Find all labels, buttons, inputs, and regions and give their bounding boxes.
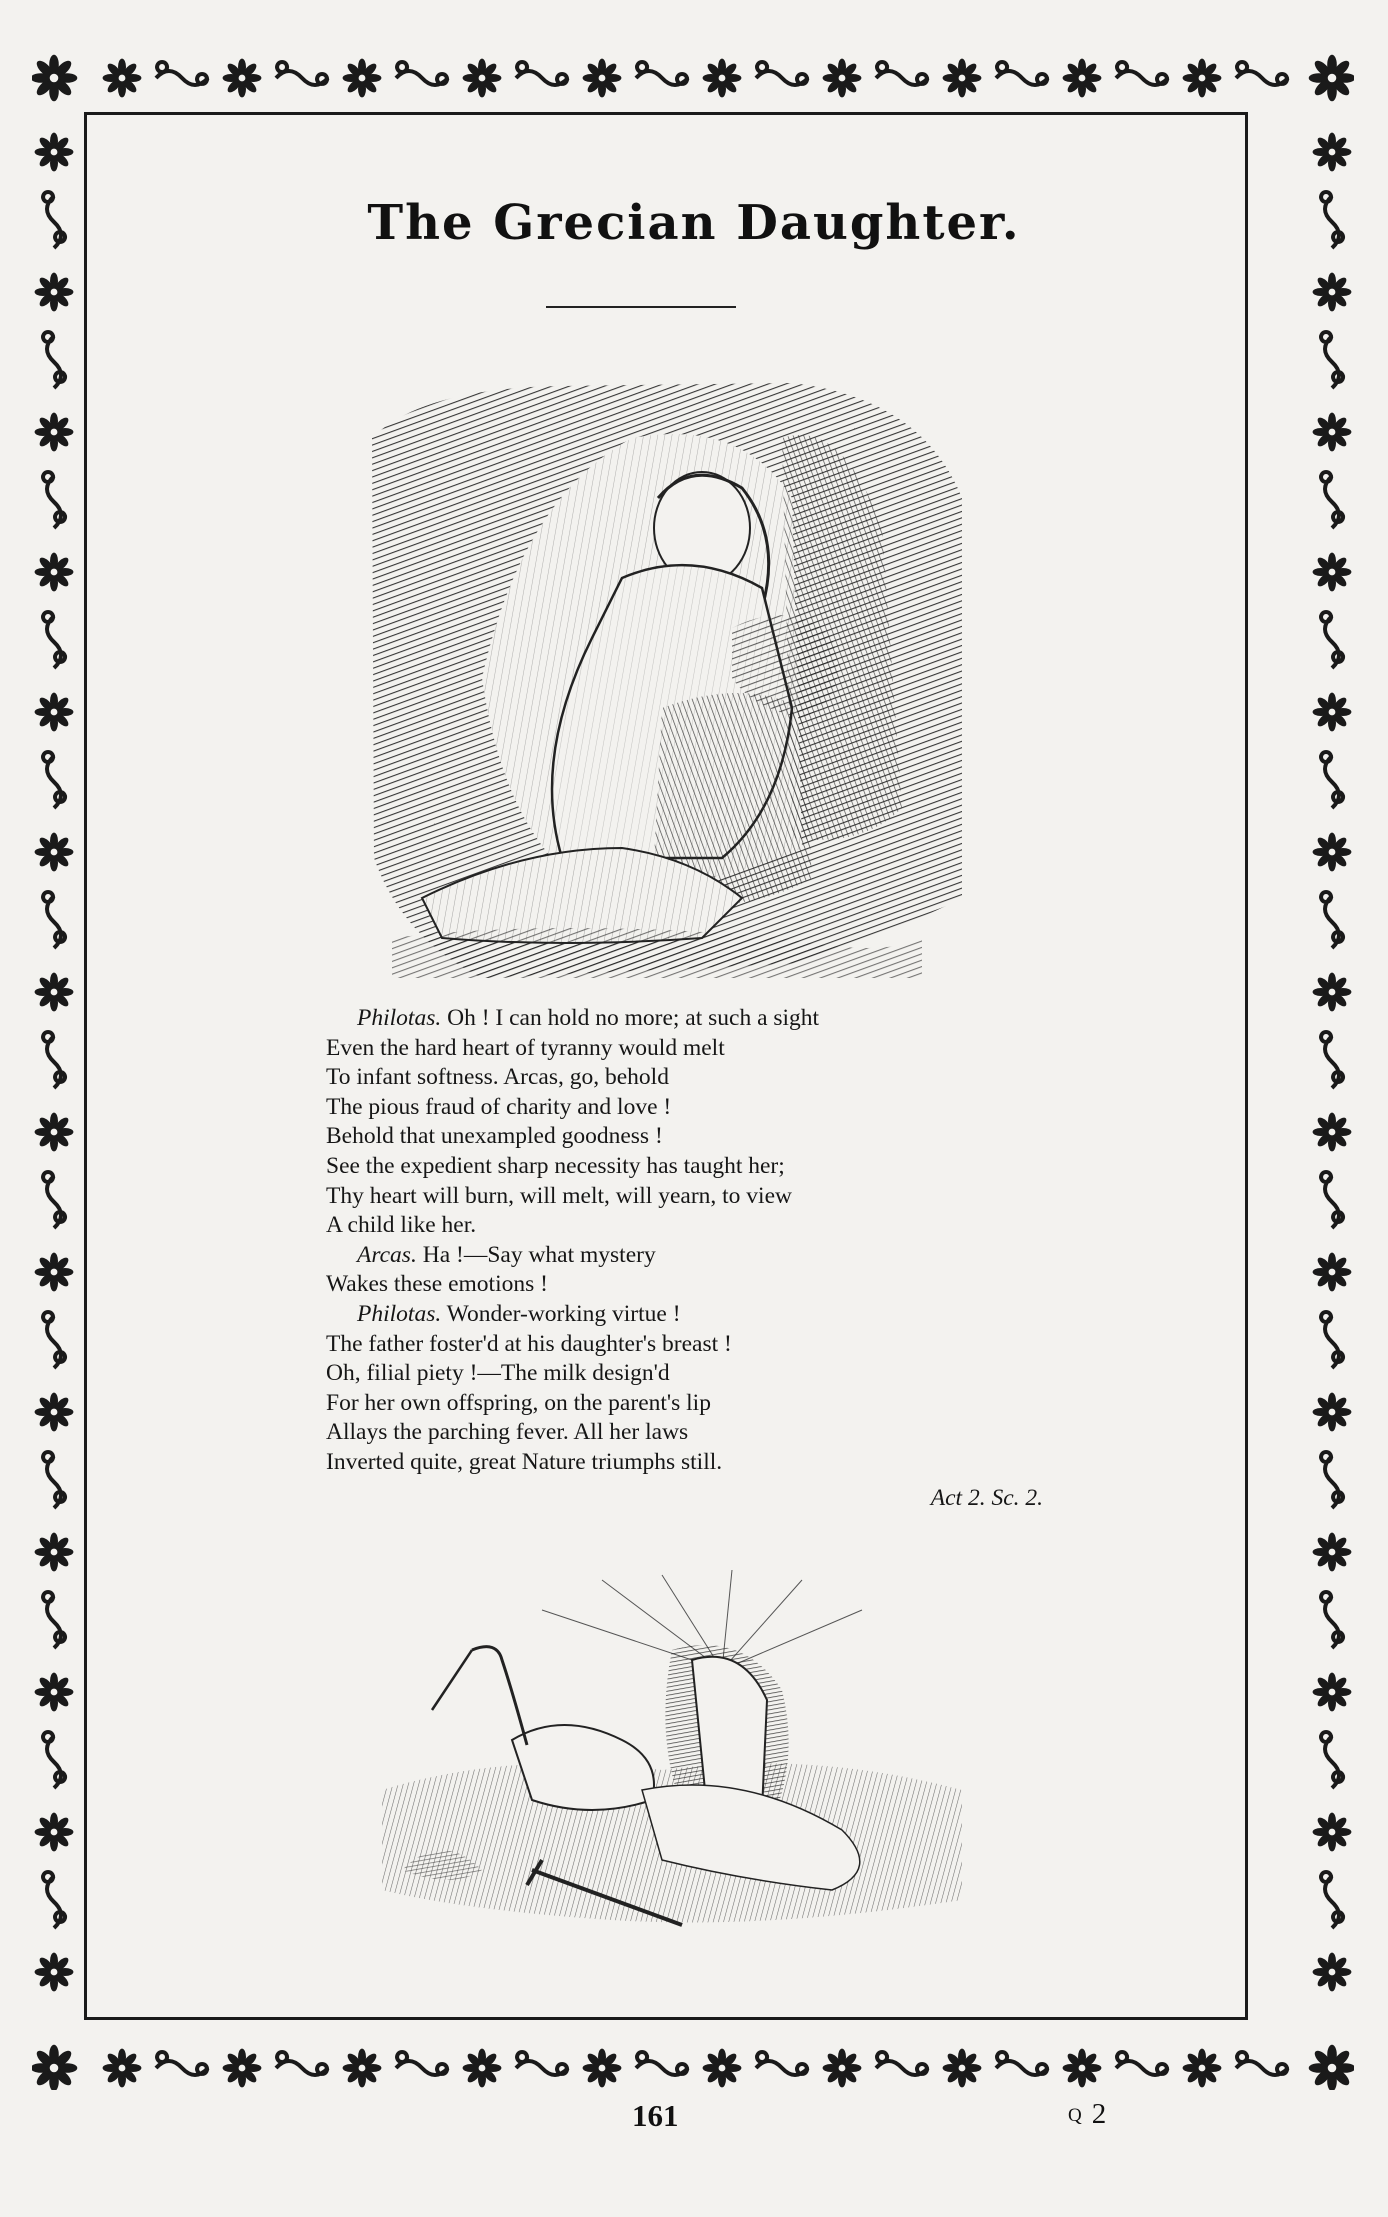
signature-number: 2 xyxy=(1091,2098,1107,2130)
speaker-name: Philotas. xyxy=(357,1005,442,1031)
verse-text: A child like her. xyxy=(326,1212,477,1239)
rosette-icon xyxy=(1313,413,1352,452)
scroll-ornament-icon xyxy=(1321,1312,1343,1368)
rosette-icon xyxy=(35,973,74,1012)
rosette-icon xyxy=(1313,1813,1352,1852)
verse-line xyxy=(326,1211,1046,1241)
rosette-icon xyxy=(1183,2049,1222,2088)
scroll-ornament-icon xyxy=(1116,62,1168,85)
rosette-icon xyxy=(103,2049,142,2088)
scroll-ornament-icon xyxy=(1236,2052,1288,2075)
scroll-ornament-icon xyxy=(1321,612,1343,668)
scroll-ornament-icon xyxy=(756,2052,808,2075)
rosette-icon xyxy=(1313,833,1352,872)
act-scene-reference: Act 2. Sc. 2. xyxy=(930,1484,1043,1511)
page-number: 161 xyxy=(632,2098,679,2133)
rosette-icon xyxy=(943,2049,982,2088)
verse-line xyxy=(326,1448,1046,1478)
rosette-icon xyxy=(1313,1393,1352,1432)
scroll-ornament-icon xyxy=(1321,1172,1343,1228)
scroll-ornament-icon xyxy=(1321,752,1343,808)
rosette-icon xyxy=(35,1253,74,1292)
scroll-ornament-icon xyxy=(276,2052,328,2075)
scroll-ornament-icon xyxy=(276,62,328,85)
verse-line xyxy=(326,1418,1046,1448)
verse-line xyxy=(326,1330,1046,1360)
rosette-icon xyxy=(35,133,74,172)
main-engraving xyxy=(362,378,972,983)
scroll-ornament-icon xyxy=(43,892,65,948)
scroll-ornament-icon xyxy=(43,1872,65,1928)
rosette-icon xyxy=(823,59,862,98)
rosette-icon xyxy=(1313,1253,1352,1292)
verse-text: Oh, filial piety !—The milk design'd xyxy=(326,1360,670,1387)
verse-text: Thy heart will burn, will melt, will yearn, to view xyxy=(326,1182,792,1209)
rosette-icon xyxy=(35,413,74,452)
tailpiece-engraving xyxy=(362,1570,987,1965)
rosette-icon xyxy=(1313,553,1352,592)
scroll-ornament-icon xyxy=(43,1452,65,1508)
scroll-ornament-icon xyxy=(156,2052,208,2075)
verse-text: The pious fraud of charity and love ! xyxy=(326,1093,672,1120)
verse-text: Behold that unexampled goodness ! xyxy=(326,1123,663,1150)
scroll-ornament-icon xyxy=(1321,1452,1343,1508)
rosette-icon xyxy=(703,2049,742,2088)
scroll-ornament-icon xyxy=(43,1312,65,1368)
verse-line xyxy=(326,1122,1046,1152)
rosette-icon xyxy=(1063,2049,1102,2088)
rosette-icon xyxy=(35,1113,74,1152)
rosette-icon xyxy=(1313,1533,1352,1572)
rosette-icon xyxy=(32,55,77,102)
rosette-icon xyxy=(463,59,502,98)
rosette-icon xyxy=(1313,1953,1352,1992)
rosette-icon xyxy=(583,59,622,98)
scroll-ornament-icon xyxy=(43,1172,65,1228)
verse-text: Inverted quite, great Nature triumphs still. xyxy=(326,1448,723,1475)
scroll-ornament-icon xyxy=(43,752,65,808)
scroll-ornament-icon xyxy=(1321,1592,1343,1648)
pelican-helmet-icon xyxy=(362,1570,987,1965)
scroll-ornament-icon xyxy=(43,332,65,388)
scroll-ornament-icon xyxy=(636,62,688,85)
verse-line xyxy=(326,1093,1046,1123)
scroll-ornament-icon xyxy=(996,2052,1048,2075)
scroll-ornament-icon xyxy=(43,612,65,668)
scroll-ornament-icon xyxy=(1321,472,1343,528)
rosette-icon xyxy=(343,2049,382,2088)
scroll-ornament-icon xyxy=(756,62,808,85)
verse-line xyxy=(326,1300,1046,1330)
rosette-icon xyxy=(103,59,142,98)
verse-text: The father foster'd at his daughter's breast ! xyxy=(326,1330,732,1357)
scroll-ornament-icon xyxy=(516,2052,568,2075)
scroll-ornament-icon xyxy=(1321,1872,1343,1928)
verse-line xyxy=(326,1004,1046,1034)
rosette-icon xyxy=(35,833,74,872)
verse-line xyxy=(326,1034,1046,1064)
rosette-icon xyxy=(223,2049,262,2088)
verse-line xyxy=(326,1241,1046,1271)
rosette-icon xyxy=(35,553,74,592)
rosette-icon xyxy=(1313,973,1352,1012)
title-divider xyxy=(546,306,736,308)
rosette-icon xyxy=(35,1813,74,1852)
verse-text: Allays the parching fever. All her laws xyxy=(326,1419,689,1446)
rosette-icon xyxy=(823,2049,862,2088)
printer-signature xyxy=(1068,2098,1106,2131)
scroll-ornament-icon xyxy=(43,1032,65,1088)
verse-line xyxy=(326,1063,1046,1093)
verse-text: To infant softness. Arcas, go, behold xyxy=(326,1064,669,1091)
rosette-icon xyxy=(583,2049,622,2088)
scroll-ornament-icon xyxy=(876,62,928,85)
rosette-icon xyxy=(1313,693,1352,732)
verse-text: For her own offspring, on the parent's lip xyxy=(326,1389,711,1416)
rosette-icon xyxy=(463,2049,502,2088)
scroll-ornament-icon xyxy=(43,1592,65,1648)
scroll-ornament-icon xyxy=(996,62,1048,85)
scroll-ornament-icon xyxy=(1321,1732,1343,1788)
verse-line xyxy=(326,1182,1046,1212)
scroll-ornament-icon xyxy=(156,62,208,85)
verse-text: Ha !—Say what mystery xyxy=(416,1241,656,1268)
scroll-ornament-icon xyxy=(1321,1032,1343,1088)
verse-text: Wakes these emotions ! xyxy=(326,1271,548,1298)
rosette-icon xyxy=(943,59,982,98)
speaker-name: Arcas. xyxy=(357,1241,417,1268)
rosette-icon xyxy=(1063,59,1102,98)
verse-line xyxy=(326,1152,1046,1182)
verse-line xyxy=(326,1270,1046,1300)
rosette-icon xyxy=(35,1533,74,1572)
rosette-icon xyxy=(1313,273,1352,312)
rosette-icon xyxy=(1309,55,1354,102)
verse-text: Wonder-working virtue ! xyxy=(441,1300,681,1327)
scroll-ornament-icon xyxy=(43,1732,65,1788)
speaker-name: Philotas. xyxy=(357,1300,442,1327)
signature-letter: Q xyxy=(1068,2105,1082,2127)
rosette-icon xyxy=(35,1393,74,1432)
verse-line xyxy=(326,1389,1046,1419)
rosette-icon xyxy=(35,693,74,732)
rosette-icon xyxy=(223,59,262,98)
rosette-icon xyxy=(343,59,382,98)
rosette-icon xyxy=(1313,1113,1352,1152)
verse-text: Even the hard heart of tyranny would melt xyxy=(326,1034,725,1061)
verse-text: Oh ! I can hold no more; at such a sight xyxy=(441,1005,820,1031)
rosette-icon xyxy=(1183,59,1222,98)
scroll-ornament-icon xyxy=(1236,62,1288,85)
engraving-daughter-icon xyxy=(362,378,972,983)
verse-passage xyxy=(326,1004,1046,1513)
rosette-icon xyxy=(35,1953,74,1992)
scroll-ornament-icon xyxy=(1116,2052,1168,2075)
verse-line xyxy=(326,1359,1046,1389)
verse-text: See the expedient sharp necessity has taught her; xyxy=(326,1152,785,1179)
scroll-ornament-icon xyxy=(396,2052,448,2075)
rosette-icon xyxy=(703,59,742,98)
scroll-ornament-icon xyxy=(396,62,448,85)
scroll-ornament-icon xyxy=(1321,892,1343,948)
scroll-ornament-icon xyxy=(43,472,65,528)
rosette-icon xyxy=(35,1673,74,1712)
page-title: The Grecian Daughter. xyxy=(367,195,1021,251)
rosette-icon xyxy=(35,273,74,312)
rosette-icon xyxy=(1309,2045,1354,2090)
scroll-ornament-icon xyxy=(876,2052,928,2075)
scroll-ornament-icon xyxy=(636,2052,688,2075)
rosette-icon xyxy=(1313,133,1352,172)
scroll-ornament-icon xyxy=(516,62,568,85)
scroll-ornament-icon xyxy=(1321,332,1343,388)
rosette-icon xyxy=(1313,1673,1352,1712)
rosette-icon xyxy=(32,2045,77,2090)
